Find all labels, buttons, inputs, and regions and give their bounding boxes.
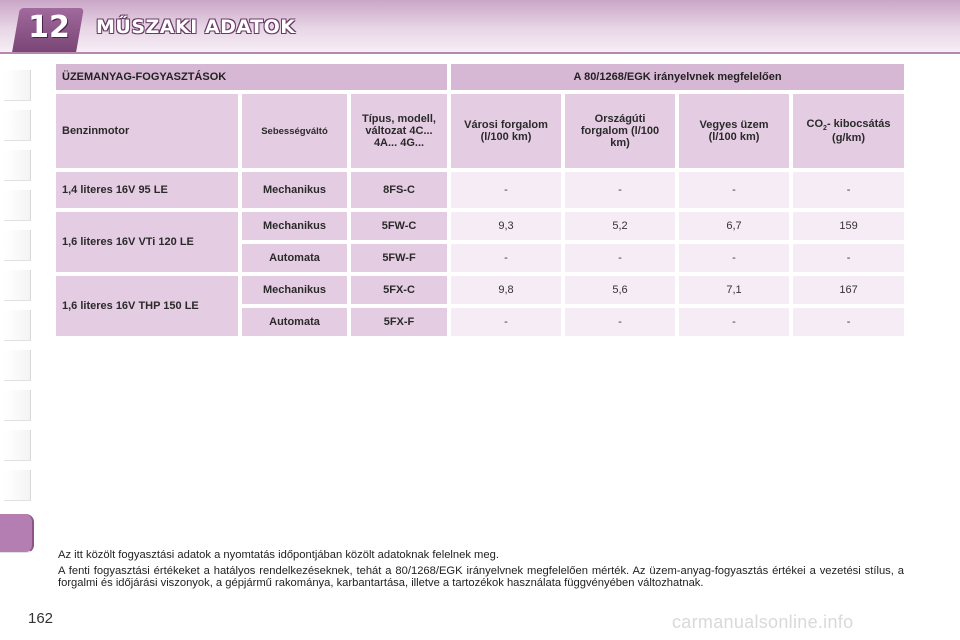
extra-urban-value: - <box>565 172 675 208</box>
side-tab[interactable] <box>4 470 31 501</box>
co2-value: - <box>793 172 904 208</box>
type-cell: 5FX-C <box>351 276 447 304</box>
col-header-urban: Városi forgalom (l/100 km) <box>451 94 561 168</box>
extra-urban-value: - <box>565 244 675 272</box>
gearbox-cell: Automata <box>242 308 347 336</box>
co2-value: - <box>793 244 904 272</box>
side-tab[interactable] <box>4 310 31 341</box>
gearbox-cell: Mechanikus <box>242 172 347 208</box>
co2-subscript: 2 <box>823 125 827 133</box>
side-tab[interactable] <box>4 70 31 101</box>
urban-value: - <box>451 308 561 336</box>
watermark: carmanualsonline.info <box>672 612 854 632</box>
co2-label-rest: - kibocsátás (g/km) <box>826 117 891 145</box>
chapter-side-tabs <box>0 60 34 580</box>
header-divider <box>0 52 960 54</box>
co2-value: 167 <box>793 276 904 304</box>
side-tab[interactable] <box>4 390 31 421</box>
extra-urban-value: 5,2 <box>565 212 675 240</box>
combined-value: - <box>679 172 789 208</box>
note-paragraph: Az itt közölt fogyasztási adatok a nyomtatás időpontjában közölt adatoknak felelnek meg. <box>58 549 499 561</box>
side-tab[interactable] <box>4 190 31 221</box>
col-header-gearbox: Sebességváltó <box>242 94 347 168</box>
extra-urban-value: 5,6 <box>565 276 675 304</box>
urban-value: 9,8 <box>451 276 561 304</box>
engine-cell: 1,4 literes 16V 95 LE <box>56 172 238 208</box>
combined-value: 6,7 <box>679 212 789 240</box>
col-header-extra-urban: Országúti forgalom (l/100 km) <box>565 94 675 168</box>
side-tab[interactable] <box>4 270 31 301</box>
side-tab[interactable] <box>4 230 31 261</box>
note-paragraph: A fenti fogyasztási értékeket a hatályos rendelkezéseknek, tehát a 80/1268/EGK irányelvnek megfelelően mérték. Az üzem-anyag-fogyasztás értékei a vezetési stílus, a forgalmi és időjárási viszonyok, a gépjármű rakománya, karbantartása, illetve a tartozékok használata függvényében változhatnak. <box>58 565 904 589</box>
gearbox-cell: Automata <box>242 244 347 272</box>
combined-value: 7,1 <box>679 276 789 304</box>
type-cell: 8FS-C <box>351 172 447 208</box>
type-cell: 5FW-F <box>351 244 447 272</box>
combined-value: - <box>679 244 789 272</box>
side-tab[interactable] <box>4 110 31 141</box>
fuel-consumption-table <box>52 60 908 340</box>
chapter-title: MŰSZAKI ADATOK <box>96 16 296 38</box>
engine-cell: 1,6 literes 16V THP 150 LE <box>56 276 238 336</box>
extra-urban-value: - <box>565 308 675 336</box>
co2-value: 159 <box>793 212 904 240</box>
side-tab[interactable] <box>4 350 31 381</box>
side-tab[interactable] <box>4 150 31 181</box>
co2-value: - <box>793 308 904 336</box>
gearbox-cell: Mechanikus <box>242 212 347 240</box>
notes <box>58 549 904 593</box>
col-header-co2 <box>793 94 904 168</box>
urban-value: - <box>451 244 561 272</box>
gearbox-cell: Mechanikus <box>242 276 347 304</box>
urban-value: - <box>451 172 561 208</box>
group-header-directive: A 80/1268/EGK irányelvnek megfelelően <box>451 64 904 90</box>
co2-label: CO <box>806 117 824 130</box>
col-header-type: Típus, modell, változat 4C... 4A... 4G... <box>351 94 447 168</box>
combined-value: - <box>679 308 789 336</box>
page-number: 162 <box>28 610 54 627</box>
group-header-consumption: ÜZEMANYAG-FOGYASZTÁSOK <box>56 64 447 90</box>
engine-cell: 1,6 literes 16V VTi 120 LE <box>56 212 238 272</box>
side-tab[interactable] <box>4 430 31 461</box>
urban-value: 9,3 <box>451 212 561 240</box>
side-tab-active[interactable] <box>0 514 34 553</box>
col-header-engine: Benzinmotor <box>56 94 238 168</box>
type-cell: 5FX-F <box>351 308 447 336</box>
type-cell: 5FW-C <box>351 212 447 240</box>
col-header-combined: Vegyes üzem (l/100 km) <box>679 94 789 168</box>
chapter-number: 12 <box>28 10 70 45</box>
